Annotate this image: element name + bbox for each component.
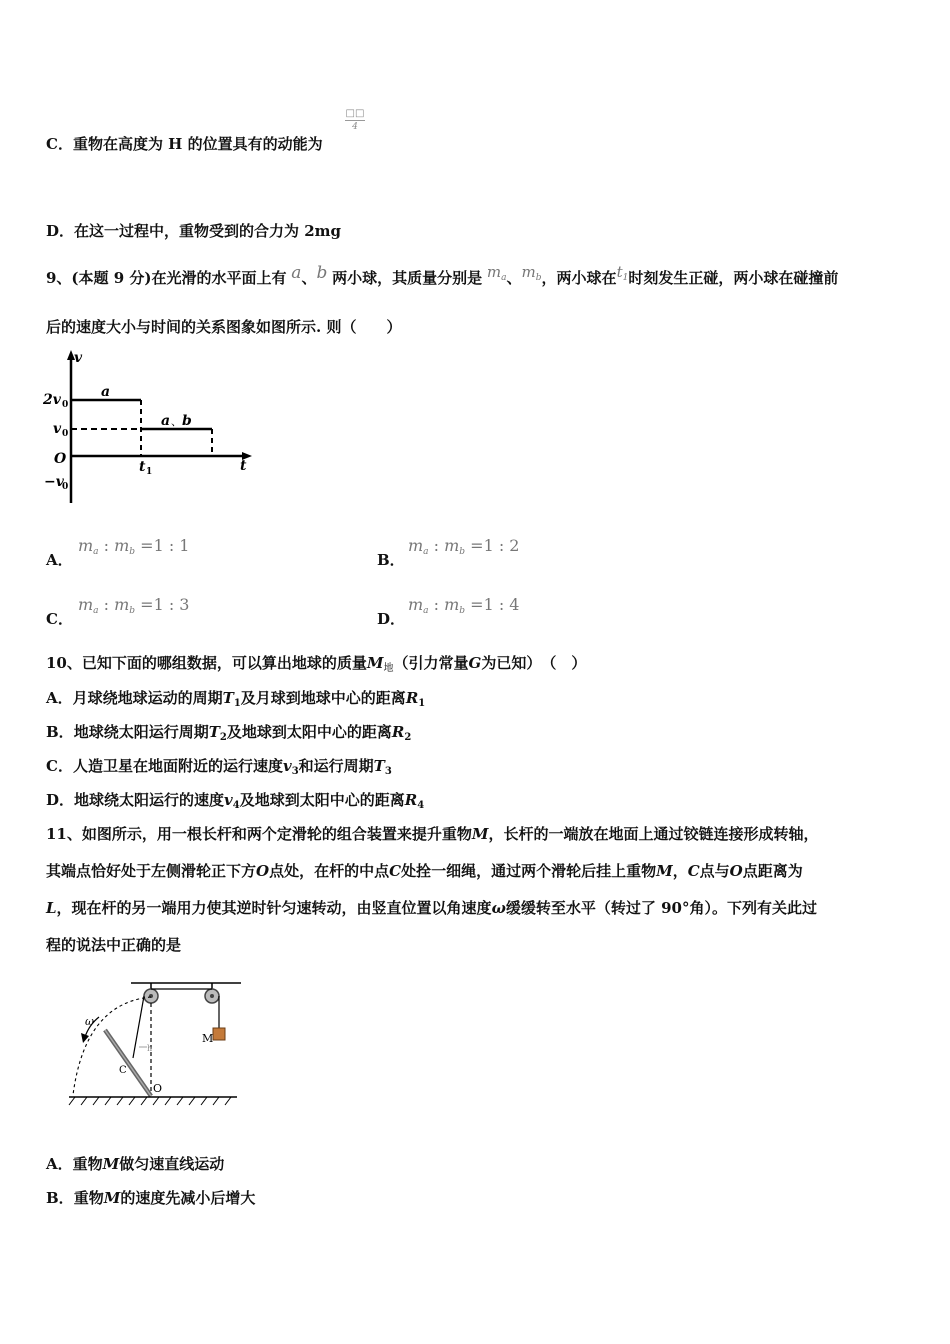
weight-M-label: M: [202, 1032, 214, 1045]
q9-sep2: 、: [506, 269, 522, 287]
q10-option-a-sub1: 1: [233, 698, 241, 709]
tick-neg-v0-sub: 0: [62, 482, 69, 492]
q11-option-b-M: M: [103, 1189, 121, 1207]
q9-sep: 、: [301, 269, 317, 287]
q10-option-d-var2: R: [404, 791, 418, 809]
q11-l2-c: 处拴一细绳，通过两个滑轮后挂上重物: [401, 862, 657, 880]
q10-option-b-var2: R: [391, 723, 405, 741]
mass-m: m: [521, 263, 536, 281]
point-O-label: O: [153, 1082, 163, 1095]
q9-mid3: 时刻发生正碰，两小球在碰撞前: [628, 269, 839, 287]
q10-stem-prefix: 10、已知下面的哪组数据，可以算出地球的质量: [46, 654, 367, 672]
q10-option-b-text1: 地球绕太阳运行周期: [73, 723, 209, 741]
ground-hatching: [69, 1097, 231, 1105]
q9-option-d-ratio: 1 : 4: [483, 595, 520, 614]
tick-2v0: 2v: [43, 392, 61, 408]
q11-l2-O: O: [256, 862, 270, 880]
tick-t1: t: [139, 459, 146, 475]
time-sub-1: 1: [622, 273, 629, 283]
rope-to-C: [133, 996, 144, 1058]
q9-mid1: 两小球，其质量分别是: [332, 269, 483, 287]
q10-option-a-var1: T: [222, 689, 234, 707]
q11-option-b-label: B．: [46, 1189, 74, 1207]
mass-sub-a: a: [501, 273, 507, 283]
q10-option-a-sub2: 1: [418, 698, 426, 709]
q10-option-d[interactable]: [46, 789, 424, 817]
q11-l2-e: 点与: [699, 862, 730, 880]
q10-option-d-sub2: 4: [417, 800, 425, 811]
q10-option-b-sub1: 2: [219, 732, 227, 743]
q9-option-c-ratio: 1 : 3: [153, 595, 190, 614]
q11-l2-C2: C: [687, 862, 700, 880]
q8-option-d-text: 在这一过程中，重物受到的合力为 2mg: [74, 222, 342, 240]
q10-option-b-label: B．: [46, 723, 74, 741]
q9-prefix: 9、(本题 9 分)在光滑的水平面上有: [46, 269, 287, 287]
q11-stem-line4: 程的说法中正确的是: [46, 936, 182, 954]
q11-pulley-figure: [65, 975, 245, 1110]
q11-option-a[interactable]: [46, 1153, 224, 1175]
q11-l3-omega: ω: [491, 899, 506, 917]
q9-option-c-math: $m_a$ : $m_b =1$ : 3: [78, 595, 190, 616]
q11-l2-M: M: [656, 862, 673, 880]
q11-option-a-text1: 重物: [72, 1155, 103, 1173]
q10-option-c-sub1: 3: [291, 766, 299, 777]
q10-stem-suffix: 为已知） （ ）: [481, 654, 587, 672]
q10-option-c[interactable]: [46, 755, 392, 783]
q10-option-b-text2: 及地球到太阳中心的距离: [226, 723, 392, 741]
q11-l3-a: ，现在杆的另一端用力使其逆时针匀速转动，由竖直位置以角速度: [56, 899, 492, 917]
q11-l2-O2: O: [729, 862, 743, 880]
q11-l2-C: C: [389, 862, 402, 880]
q8-option-d-label: D．: [46, 222, 75, 240]
q8-option-c-fraction: [344, 108, 366, 132]
q9-mass-b: [522, 263, 542, 281]
q9-stem-line2: 后的速度大小与时间的关系图象如图所示. 则（ ）: [46, 318, 402, 336]
q10-option-d-text1: 地球绕太阳运行的速度: [74, 791, 225, 809]
q10-option-c-sub2: 3: [384, 766, 392, 777]
q11-stem-line2: [46, 860, 803, 882]
tick-2v0-sub: 0: [62, 400, 69, 410]
origin-label: O: [54, 451, 67, 467]
q10-option-d-var1: v: [224, 791, 233, 809]
q9-option-b-ratio: 1 : 2: [483, 536, 520, 555]
q8-option-c: [46, 133, 323, 155]
q11-l2-b: 点处，在杆的中点: [269, 862, 390, 880]
mass-m: m: [486, 263, 502, 281]
q10-option-c-var1: v: [282, 757, 292, 775]
q9-ball-a: a: [291, 263, 302, 283]
q10-stem: [46, 652, 586, 680]
q11-stem-line1: [46, 823, 819, 845]
point-C-label: C: [119, 1065, 127, 1076]
q9-option-a-label: A．: [46, 551, 73, 569]
q11-stem-line3: [46, 897, 817, 919]
q8-option-d: [46, 220, 341, 242]
q11-l3-b: 缓缓转至水平（转过了 90°角）。下列有关此过: [505, 899, 817, 917]
mass-sub-b: b: [535, 273, 542, 283]
q11-option-b-text1: 重物: [73, 1189, 104, 1207]
q11-l1-a: 11、如图所示，用一根长杆和两个定滑轮的组合装置来提升重物: [46, 825, 472, 843]
series-label-ab-b: b: [182, 413, 192, 429]
q11-l2-a: 其端点恰好处于左侧滑轮正下方: [46, 862, 257, 880]
series-label-a: a: [101, 384, 111, 400]
q8-option-c-label: C．: [46, 135, 73, 153]
q10-stem-M-sub: 地: [383, 663, 394, 674]
q10-option-d-text2: 及地球到太阳中心的距离: [239, 791, 405, 809]
q9-option-a-math: $m_a$ : $m_b =1$ : 1: [78, 536, 190, 557]
q10-option-d-label: D．: [46, 791, 75, 809]
q11-option-a-M: M: [102, 1155, 120, 1173]
q10-option-c-text2: 和运行周期: [298, 757, 374, 775]
fraction-denominator: 4: [352, 122, 358, 132]
q9-option-b-label: B．: [377, 551, 405, 569]
tick-v0-sub: 0: [62, 429, 69, 439]
q11-l1-b: ，长杆的一端放在地面上通过铰链连接形成转轴，: [488, 825, 819, 843]
q10-option-b-var1: T: [208, 723, 220, 741]
q11-option-a-label: A．: [46, 1155, 73, 1173]
time-t: t: [616, 263, 623, 281]
q10-option-b-sub2: 2: [404, 732, 412, 743]
q10-option-b[interactable]: [46, 721, 411, 749]
q10-option-a-var2: R: [405, 689, 419, 707]
q9-mass-a: [487, 263, 507, 281]
tick-t1-sub: 1: [146, 467, 153, 477]
q9-mid2: ，两小球在: [541, 269, 617, 287]
weight-M: [213, 1028, 225, 1040]
rod-highlight: [105, 1030, 151, 1096]
q11-l1-M: M: [471, 825, 489, 843]
q10-option-d-sub1: 4: [232, 800, 240, 811]
q8-option-c-text: 重物在高度为 H 的位置具有的动能为: [72, 135, 323, 153]
q10-option-c-label: C．: [46, 757, 73, 775]
q11-option-a-text2: 做匀速直线运动: [119, 1155, 225, 1173]
q9-option-c-label: C．: [46, 610, 73, 628]
q9-option-b-math: $m_a$ : $m_b =1$ : 2: [408, 536, 520, 557]
q10-option-a-label: A．: [46, 689, 73, 707]
q11-l2-d: ，: [672, 862, 688, 880]
q10-option-a-text1: 月球绕地球运动的周期: [72, 689, 223, 707]
q9-option-d-label: D．: [377, 610, 406, 628]
q11-option-b-text2: 的速度先减小后增大: [120, 1189, 256, 1207]
q9-option-a-ratio: 1 : 1: [153, 536, 190, 555]
q10-option-c-text1: 人造卫星在地面附近的运行速度: [72, 757, 283, 775]
q10-option-c-var2: T: [373, 757, 385, 775]
axis-label-t: t: [240, 458, 247, 474]
pulley-right-hub: [210, 994, 214, 998]
h-label: h: [147, 1044, 153, 1053]
series-label-ab-a: a: [161, 413, 171, 429]
tick-neg-v0: −v: [44, 474, 64, 490]
q11-l3-L: L: [46, 899, 57, 917]
q9-stem-line1: [46, 263, 839, 295]
q10-option-a-text2: 及月球到地球中心的距离: [240, 689, 406, 707]
q10-option-a[interactable]: [46, 687, 425, 715]
q11-option-b[interactable]: [46, 1187, 255, 1209]
series-label-ab-sep: 、: [171, 415, 182, 428]
fraction-numerator: □□: [345, 108, 365, 119]
q9-ball-b: b: [316, 263, 328, 283]
axis-label-v: v: [74, 350, 83, 366]
q10-stem-mid: （引力常量: [393, 654, 469, 672]
q9-vt-graph: [40, 348, 260, 508]
q9-option-d-math: $m_a$ : $m_b =1$ : 4: [408, 595, 520, 616]
fraction-bar: [345, 120, 365, 121]
omega-arrowhead: [81, 1033, 89, 1043]
tick-v0: v: [53, 421, 62, 437]
q10-stem-G: G: [468, 654, 482, 672]
omega-label: ω: [85, 1015, 94, 1028]
q10-stem-M: M: [366, 654, 384, 672]
q11-l2-f: 点距离为: [742, 862, 803, 880]
q9-time-t1: [617, 263, 629, 281]
